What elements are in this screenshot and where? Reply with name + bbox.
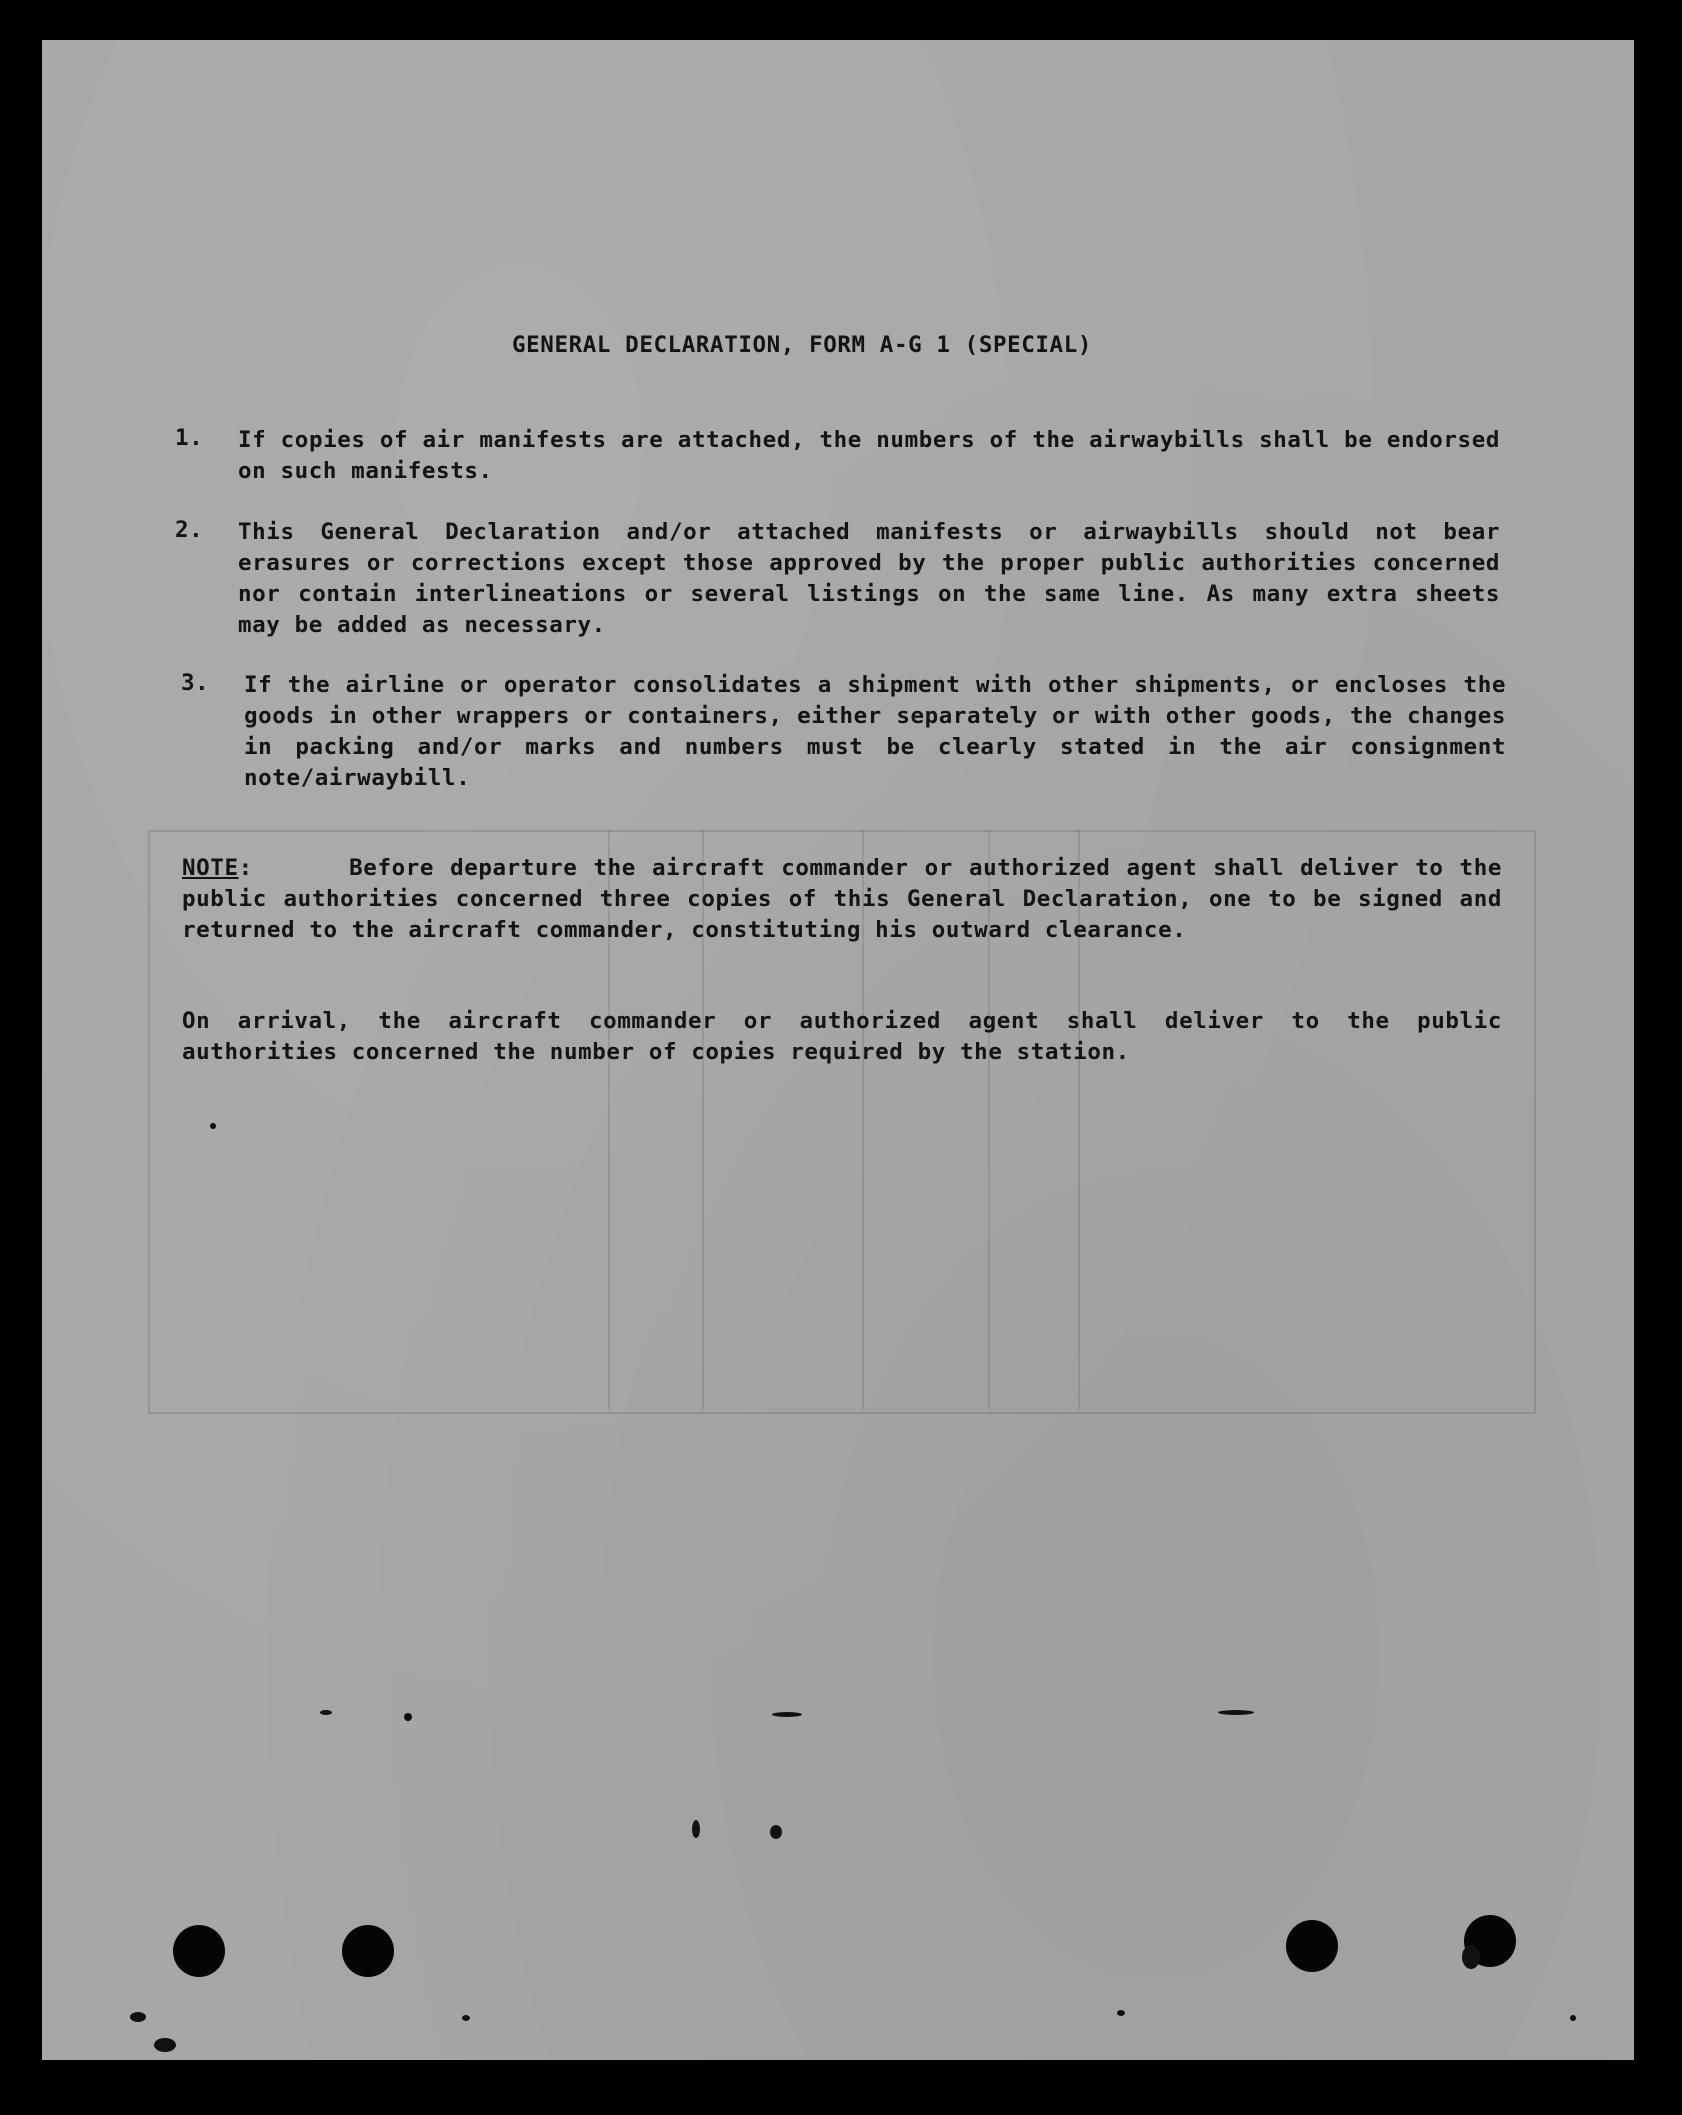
ink-speck	[692, 1820, 700, 1838]
item-number: 2.	[175, 517, 204, 543]
ink-speck	[770, 1825, 782, 1839]
ink-speck	[1117, 2010, 1125, 2016]
note-text: Before departure the aircraft commander or authorized agent shall deliver to the public authorities concerned three copies of this General Declaration, one to be signed and returned to the aircraft commander, constituting his outward clearance.	[182, 855, 1502, 943]
item-text: If copies of air manifests are attached, the numbers of the airwaybills shall be endorsed on such manifests.	[238, 427, 1500, 484]
ink-speck	[1218, 1710, 1254, 1715]
item-number: 3.	[181, 670, 210, 696]
ink-speck	[154, 2038, 176, 2052]
item-number: 1.	[175, 425, 204, 451]
document-page	[42, 40, 1634, 2060]
note-label: NOTE	[182, 855, 239, 881]
ink-speck	[1462, 1945, 1480, 1969]
ink-speck	[462, 2015, 470, 2021]
ink-speck	[772, 1712, 802, 1717]
punch-hole	[342, 1925, 394, 1977]
ink-speck	[210, 1123, 216, 1129]
arrival-paragraph: On arrival, the aircraft commander or authorized agent shall deliver to the public authorities concerned the number of copies required by the station.	[182, 1008, 1502, 1065]
punch-hole	[1286, 1920, 1338, 1972]
item-text: This General Declaration and/or attached manifests or airwaybills should not bear erasures or corrections except those approved by the proper public authorities concerned nor contain interlineations or several listings on the same line. As many extra sheets may be added as necessary.	[238, 519, 1500, 638]
ink-speck	[1570, 2015, 1576, 2021]
item-text: If the airline or operator consolidates a shipment with other shipments, or encloses the goods in other wrappers or containers, either separately or with other goods, the changes in packing and/or marks and numbers must be clearly stated in the air consignment note/airwaybill.	[244, 672, 1506, 791]
note-paragraph: NOTE: Before departure the aircraft commander or authorized agent shall deliver to the public authorities concerned three copies of this General Declaration, one to be signed and returned to the aircraft commander, constituting his outward clearance.	[182, 855, 1502, 943]
punch-hole	[173, 1925, 225, 1977]
ink-speck	[130, 2012, 146, 2022]
ink-speck	[404, 1713, 412, 1721]
document-title: GENERAL DECLARATION, FORM A-G 1 (SPECIAL)	[512, 332, 1092, 358]
ink-speck	[320, 1710, 332, 1715]
